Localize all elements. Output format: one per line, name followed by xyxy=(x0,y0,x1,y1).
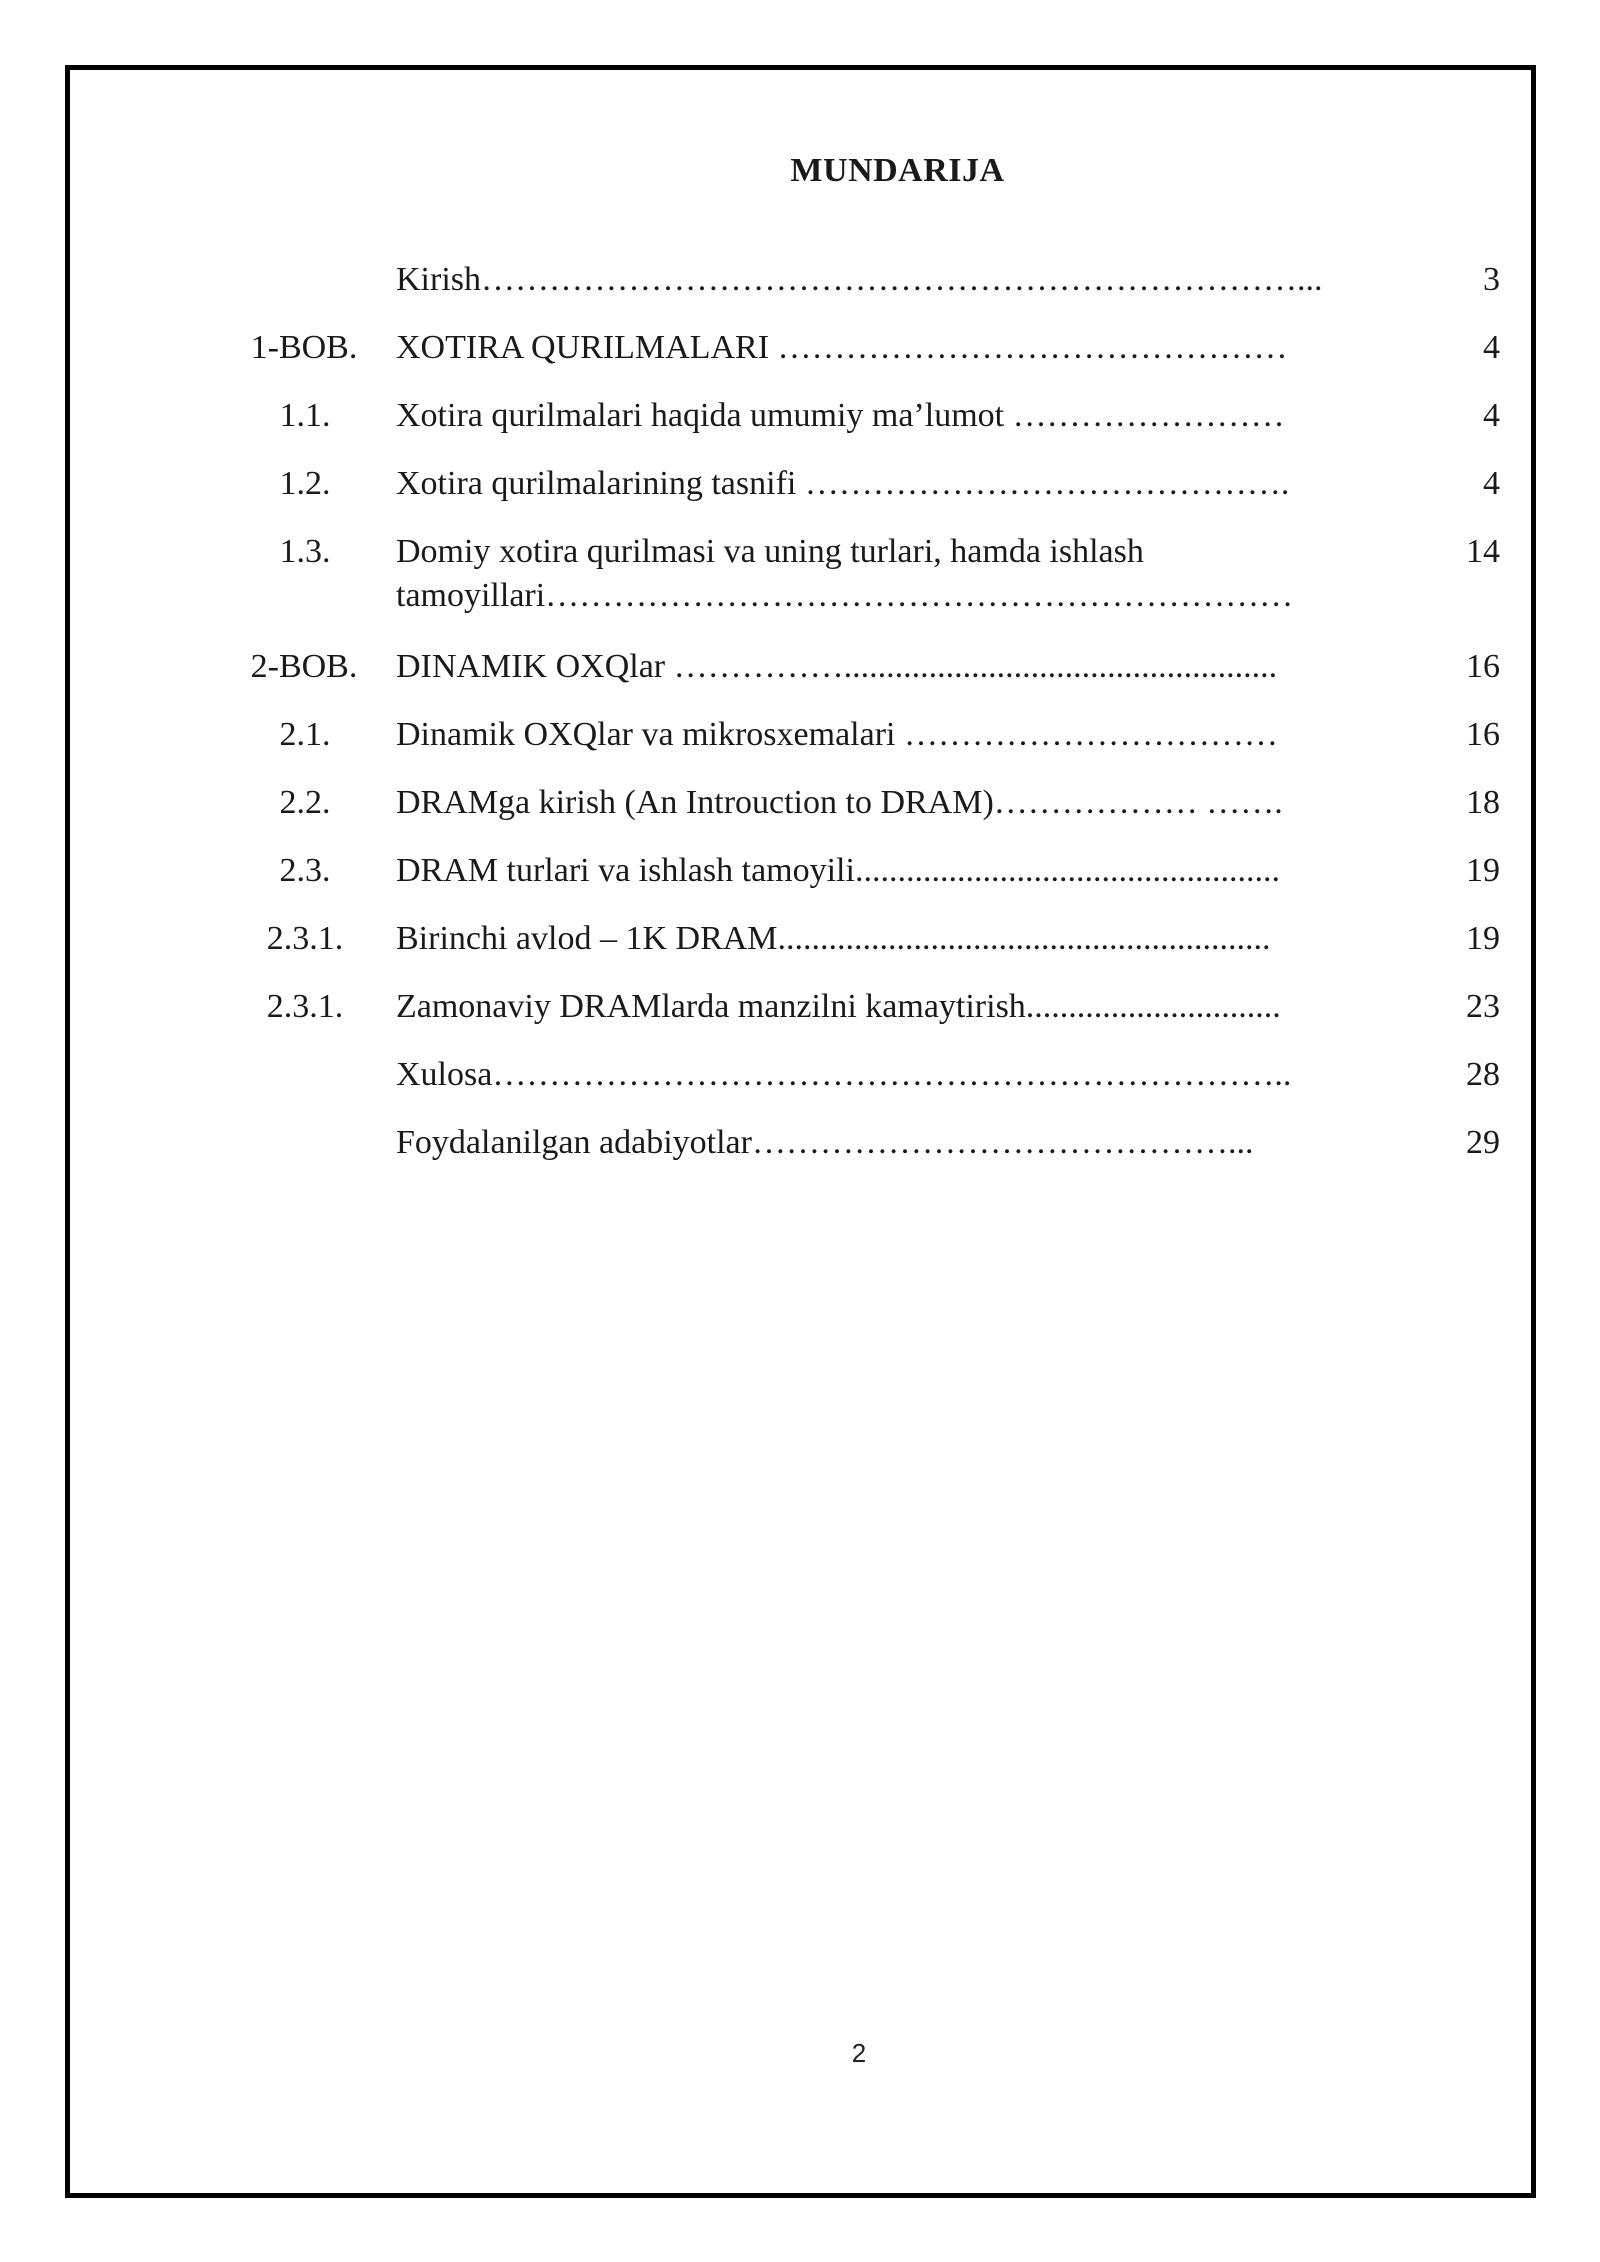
toc-entry[interactable] xyxy=(0,326,1600,370)
toc-entry[interactable] xyxy=(0,985,1600,1029)
toc-entry-page: 18 xyxy=(1466,784,1500,821)
toc-entry-title: DINAMIK OXQlar ……………................................................... xyxy=(396,648,1278,685)
toc-entry[interactable] xyxy=(0,1053,1600,1097)
toc-entry-title: Foydalanilgan adabiyotlar……………………………………... xyxy=(396,1124,1254,1161)
toc-entry-number: 2.2. xyxy=(279,784,331,821)
toc-entry-page: 19 xyxy=(1466,852,1500,889)
toc-entry-page: 28 xyxy=(1466,1056,1500,1093)
toc-entry-page: 14 xyxy=(1466,533,1500,570)
toc-entry-page: 3 xyxy=(1483,261,1500,298)
toc-entry-title: Xulosa…………………………………………………………….. xyxy=(396,1056,1292,1093)
toc-entry-page: 4 xyxy=(1483,465,1500,502)
toc-entry-page: 4 xyxy=(1483,329,1500,366)
toc-entry[interactable] xyxy=(0,849,1600,893)
document-title: MUNDARIJA xyxy=(790,152,1005,189)
toc-entry[interactable] xyxy=(0,645,1600,689)
toc-entry-page: 16 xyxy=(1466,648,1500,685)
toc-entry-title: Birinchi avlod – 1K DRAM.......................................................... xyxy=(396,920,1271,957)
page-number: 2 xyxy=(851,2038,867,2068)
toc-entry-page: 4 xyxy=(1483,397,1500,434)
toc-entry-number: 1-BOB. xyxy=(250,329,358,366)
toc-entry-number: 2.3. xyxy=(279,852,331,889)
toc-entry[interactable] xyxy=(0,258,1600,302)
toc-entry-number: 1.2. xyxy=(279,465,331,502)
toc-entry[interactable] xyxy=(0,713,1600,757)
toc-entry-number: 2-BOB. xyxy=(250,648,358,685)
toc-entry[interactable] xyxy=(0,530,1600,618)
toc-entry-number: 2.1. xyxy=(279,716,331,753)
toc-entry-number: 2.3.1. xyxy=(266,920,344,957)
toc-entry[interactable] xyxy=(0,781,1600,825)
toc-entry-number: 1.3. xyxy=(279,533,331,570)
toc-entry-title-line2: tamoyillari………………………………………………………… xyxy=(396,577,1294,614)
toc-entry-number: 2.3.1. xyxy=(266,988,344,1025)
toc-entry-title: Zamonaviy DRAMlarda manzilni kamaytirish.............................. xyxy=(396,988,1281,1025)
toc-entry[interactable] xyxy=(0,462,1600,506)
toc-entry-page: 29 xyxy=(1466,1124,1500,1161)
toc-entry-title: DRAMga kirish (An Introuction to DRAM)……………… ……. xyxy=(396,784,1283,821)
toc-entry-title xyxy=(396,530,1396,618)
toc-entry-number: 1.1. xyxy=(279,397,331,434)
toc-entry-page: 16 xyxy=(1466,716,1500,753)
toc-entry-page: 23 xyxy=(1466,988,1500,1025)
toc-entry[interactable] xyxy=(0,1121,1600,1165)
toc-entry-title: Xotira qurilmalari haqida umumiy ma’lumot …………………… xyxy=(396,397,1285,434)
toc-entry-title: Dinamik OXQlar va mikrosxemalari …………………………… xyxy=(396,716,1278,753)
toc-entry-title: Kirish………………………………………………………………... xyxy=(396,261,1323,298)
toc-entry-page: 19 xyxy=(1466,920,1500,957)
toc-entry[interactable] xyxy=(0,917,1600,961)
toc-entry[interactable] xyxy=(0,394,1600,438)
toc-entry-title-line1: Domiy xotira qurilmasi va uning turlari, hamda ishlash xyxy=(396,533,1144,570)
toc-entry-title: XOTIRA QURILMALARI ……………………………………… xyxy=(396,329,1288,366)
toc-entry-title: Xotira qurilmalarining tasnifi ……………………………………. xyxy=(396,465,1290,502)
toc-entry-title: DRAM turlari va ishlash tamoyili.................................................. xyxy=(396,852,1280,889)
